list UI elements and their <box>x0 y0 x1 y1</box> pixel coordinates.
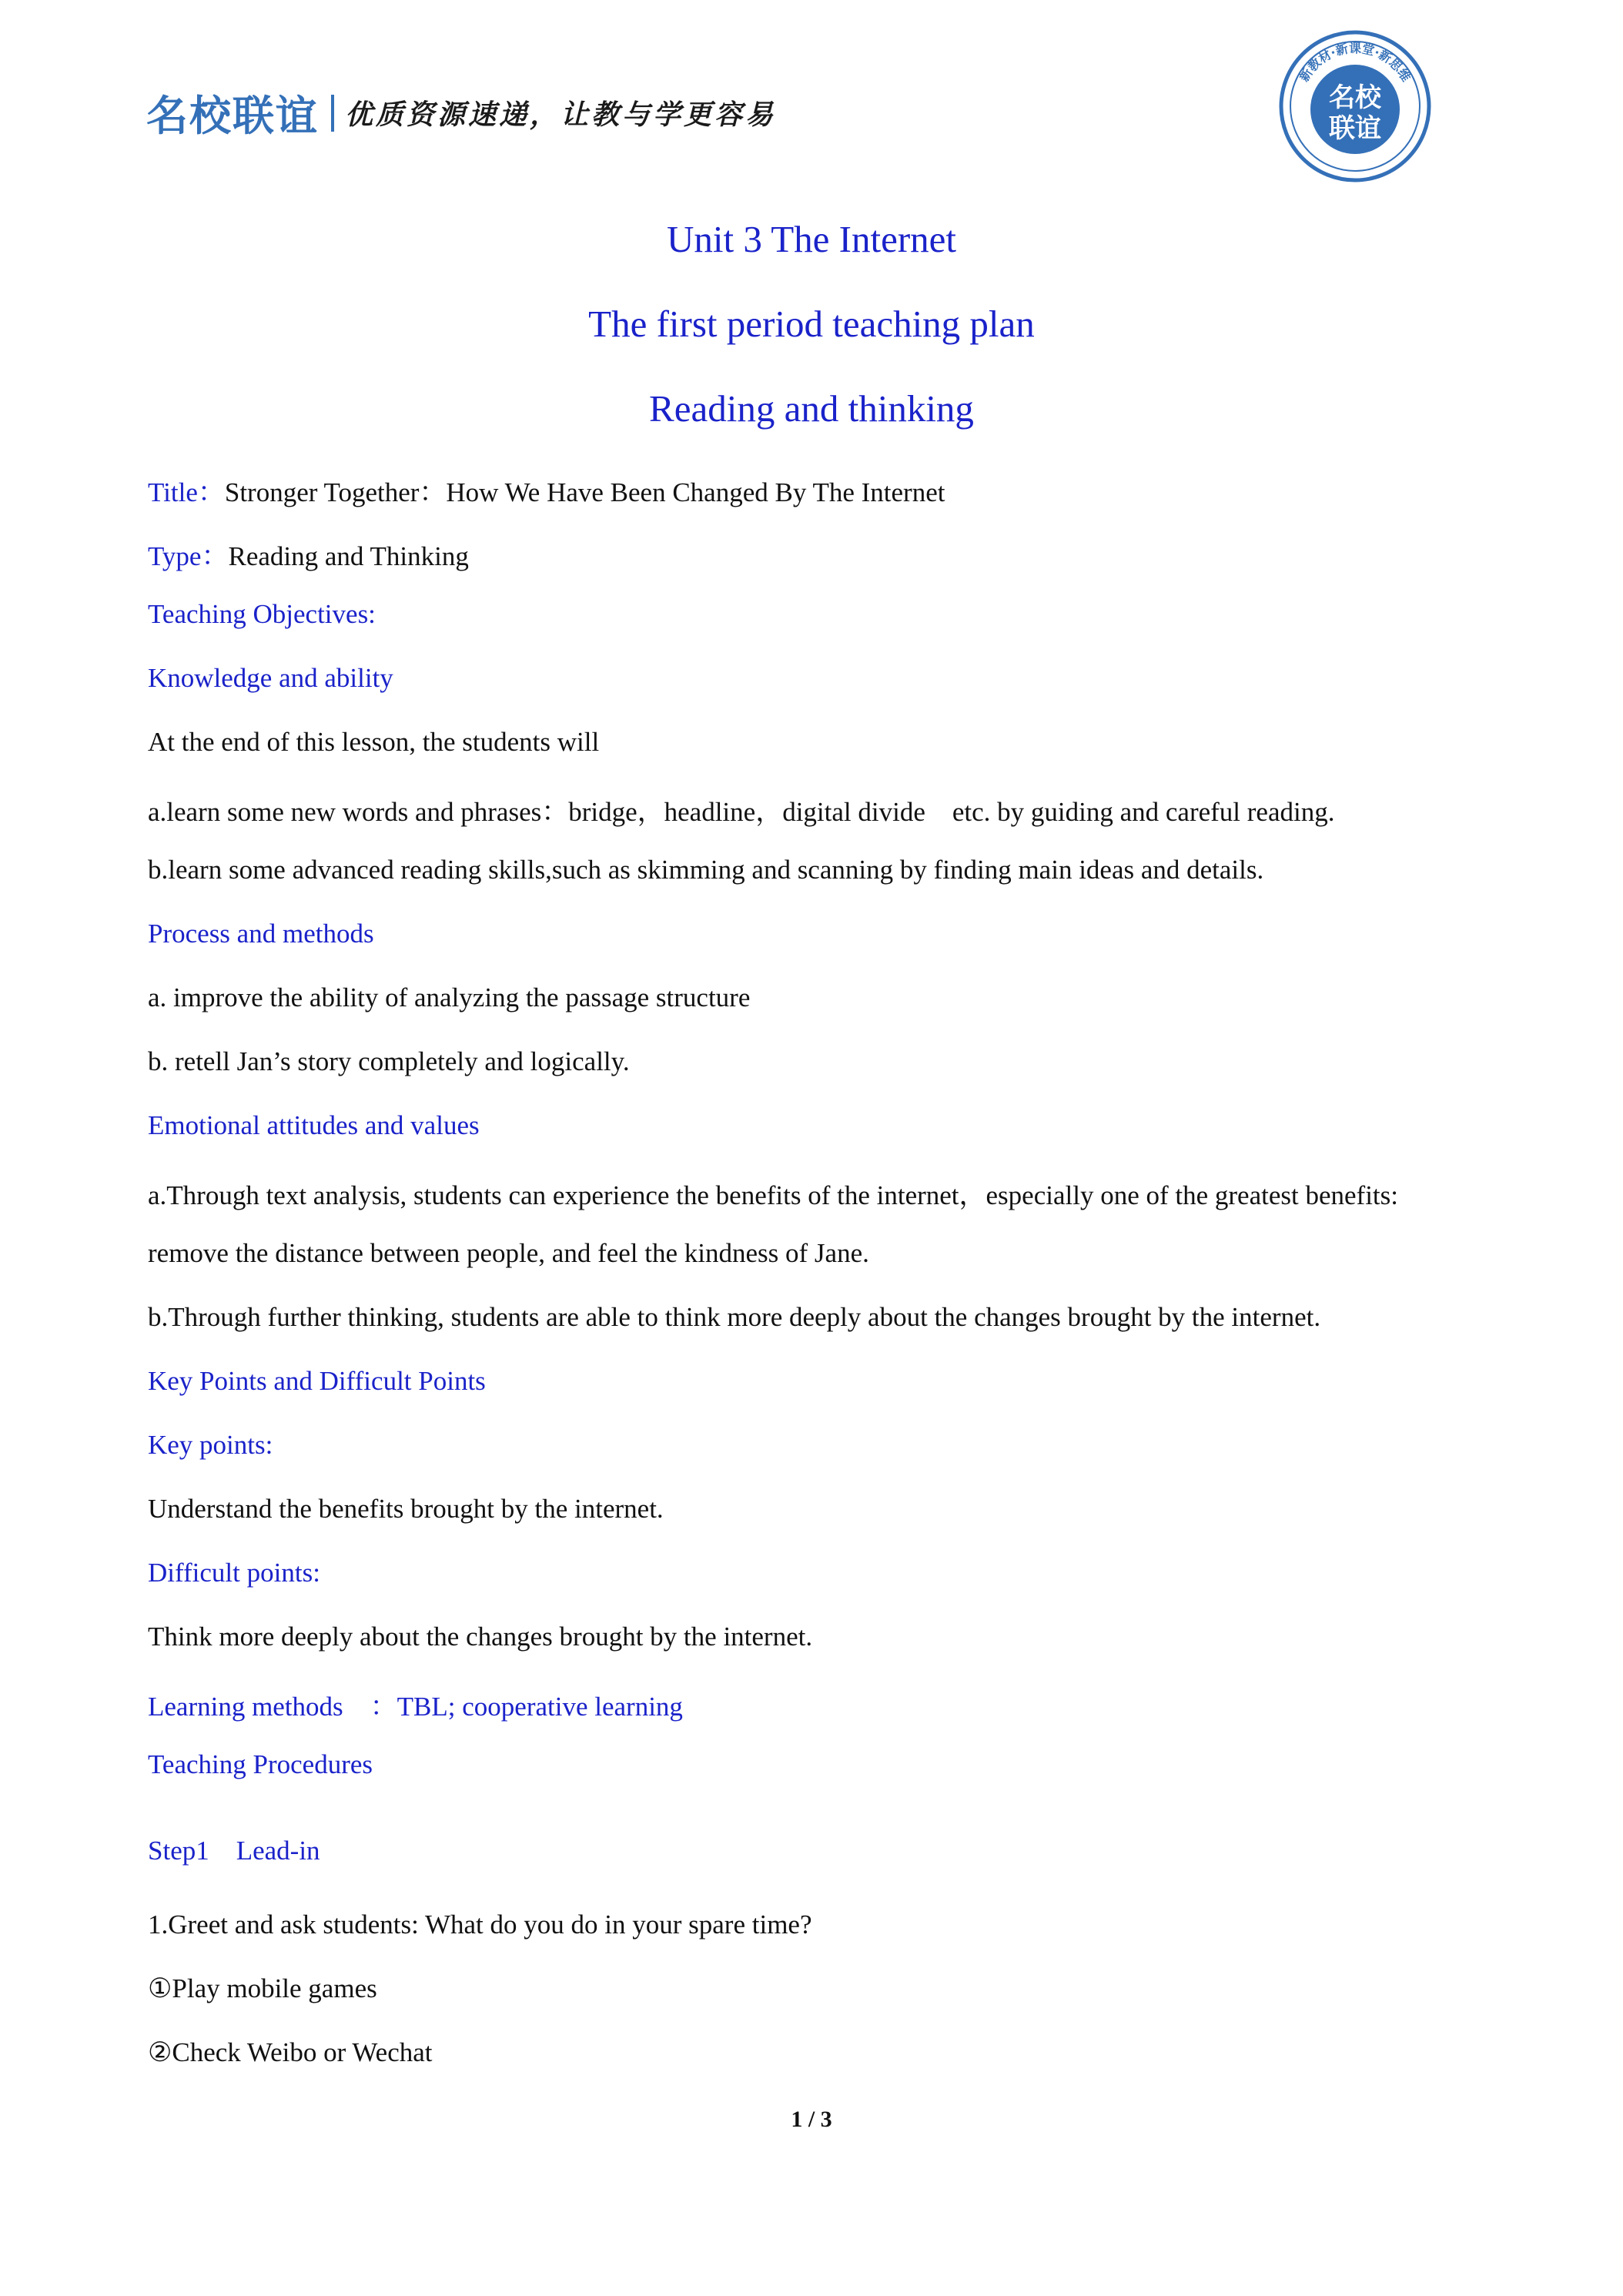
brand-logo-text: 名校联谊 <box>146 92 319 140</box>
emotional-item-b: b.Through further thinking, students are able to think more deeply about the changes brought by the internet. <box>148 1302 1321 1332</box>
type-line <box>148 535 469 574</box>
option-2: ②Check Weibo or Wechat <box>148 2037 433 2067</box>
emotional-item-a-line1: a.Through text analysis, students can experience the benefits of the internet，especially one of the greatest benefits: <box>148 1180 1398 1210</box>
process-item-b: b. retell Jan’s story completely and logically. <box>148 1046 630 1076</box>
knowledge-ability-heading: Knowledge and ability <box>148 663 393 693</box>
difficult-points-heading: Difficult points: <box>148 1558 320 1588</box>
key-difficult-heading: Key Points and Difficult Points <box>148 1366 486 1396</box>
seal-ring-text: 新教材·新课堂·新思维 <box>1296 41 1414 85</box>
seal-center-top: 名校 <box>1329 82 1381 113</box>
knowledge-item-a: a.learn some new words and phrases：bridge，headline，digital divide etc. by guiding and careful reading. <box>148 797 1335 827</box>
brand-divider <box>331 95 334 132</box>
teaching-objectives-heading: Teaching Objectives: <box>148 599 376 629</box>
option-1: ①Play mobile games <box>148 1973 377 2003</box>
process-item-a: a. improve the ability of analyzing the passage structure <box>148 982 751 1012</box>
period-title: The first period teaching plan <box>588 303 1035 345</box>
seal-center-bottom: 联谊 <box>1329 113 1381 144</box>
type-label: Type： <box>148 541 229 571</box>
step1-heading: Step1 Lead-in <box>148 1836 320 1866</box>
greet-question: 1.Greet and ask students: What do you do in your spare time? <box>148 1909 812 1940</box>
learning-methods: Learning methods ：TBL; cooperative learning <box>148 1692 683 1722</box>
page-number: 1 / 3 <box>791 2107 832 2132</box>
school-seal-logo <box>1278 29 1432 183</box>
unit-title: Unit 3 The Internet <box>666 218 957 260</box>
title-line <box>148 471 945 510</box>
brand-slogan: 优质资源速递，让教与学更容易 <box>345 99 777 131</box>
process-methods-heading: Process and methods <box>148 919 374 949</box>
emotional-item-a-line2: remove the distance between people, and feel the kindness of Jane. <box>148 1238 869 1268</box>
title-value: Stronger Together：How We Have Been Changed By The Internet <box>224 477 945 507</box>
end-of-lesson-text: At the end of this lesson, the students will <box>148 727 600 757</box>
difficult-points-text: Think more deeply about the changes brought by the internet. <box>148 1622 813 1652</box>
knowledge-item-b: b.learn some advanced reading skills,such as skimming and scanning by finding main ideas and details. <box>148 855 1264 885</box>
teaching-procedures-heading: Teaching Procedures <box>148 1749 373 1779</box>
header-brand <box>146 83 776 142</box>
section-title: Reading and thinking <box>649 387 974 430</box>
key-points-heading: Key points: <box>148 1430 273 1460</box>
title-label: Title： <box>148 477 225 507</box>
emotional-heading: Emotional attitudes and values <box>148 1110 480 1140</box>
type-value: Reading and Thinking <box>228 541 469 571</box>
key-points-text: Understand the benefits brought by the internet. <box>148 1494 664 1524</box>
